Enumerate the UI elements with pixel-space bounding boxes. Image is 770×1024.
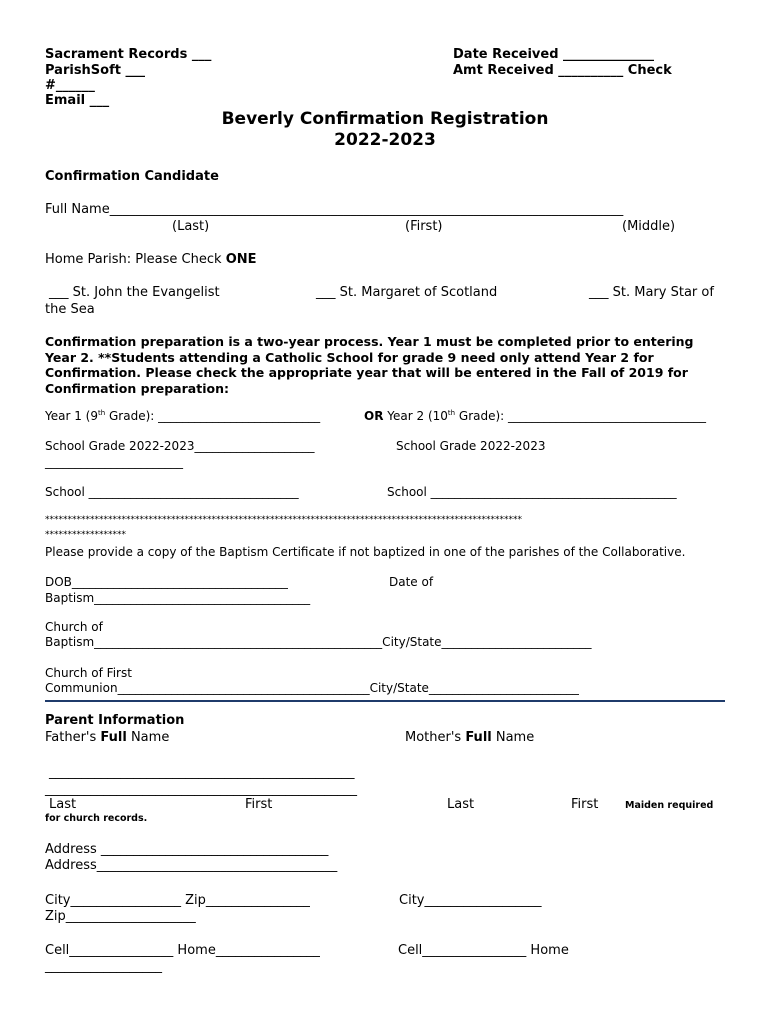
maiden-required-note: Maiden required [625, 800, 714, 811]
mother-name-line: ________________________________________________ [45, 782, 357, 797]
baptism-certificate-note: Please provide a copy of the Baptism Certificate if not baptized in one of the parishes of the Collaborative. [45, 545, 686, 559]
date-of-baptism-label: Date of [389, 575, 434, 589]
parishsoft-field: ParishSoft ___ [45, 63, 146, 78]
zip-field-2: Zip____________________ [45, 909, 196, 924]
section-divider [45, 700, 725, 702]
father-name-label: Father's Full Name [45, 730, 170, 745]
address-field-2: Address_____________________________________ [45, 858, 338, 873]
preparation-instructions: Confirmation preparation is a two-year process. Year 1 must be completed prior to entering Year 2. **Students attending a Catholic School for grade 9 need only attend Year 2 for Confirmation. Please check the appropriate year that will be entered in the Fall of 2019 for Confirmation preparation: [45, 334, 694, 396]
school-grade-field-1-cont: _______________________ [45, 455, 183, 469]
date-received-field: Date Received ______________ [453, 47, 655, 62]
parish-option-st-mary-cont: the Sea [45, 302, 95, 317]
amt-received-field: Amt Received __________ Check [453, 63, 672, 78]
number-field: #______ [45, 78, 95, 93]
parent-info-heading: Parent Information [45, 713, 185, 728]
city-field-2: City__________________ [399, 893, 542, 908]
baptism-date-field: Baptism____________________________________ [45, 591, 311, 605]
home-parish-label: Home Parish: Please Check ONE [45, 252, 257, 267]
city-zip-field-1: City_________________ Zip________________ [45, 893, 310, 908]
school-grade-field-2: School Grade 2022-2023 [396, 439, 546, 453]
page-title: Beverly Confirmation Registration [221, 109, 549, 129]
last-label: (Last) [172, 219, 210, 234]
separator-stars-cont: ****************** [45, 530, 126, 540]
parish-option-st-john: ___ St. John the Evangelist [49, 285, 220, 300]
church-first-communion-label: Church of First [45, 666, 132, 680]
home-phone-cont: __________________ [45, 959, 162, 974]
sacrament-records-field: Sacrament Records ___ [45, 47, 212, 62]
father-first-label: First [245, 797, 273, 812]
year1-field: Year 1 (9th Grade): ___________________________ [45, 409, 321, 423]
church-of-baptism-field: Baptism________________________________________________City/State_________________________ [45, 635, 592, 649]
mother-name-label: Mother's Full Name [405, 730, 535, 745]
page-subtitle-year: 2022-2023 [334, 130, 436, 150]
candidate-heading: Confirmation Candidate [45, 169, 219, 184]
father-last-label: Last [49, 797, 77, 812]
first-label: (First) [405, 219, 443, 234]
school-grade-field-1: School Grade 2022-2023____________________ [45, 439, 315, 453]
parish-option-st-mary: ___ St. Mary Star of [589, 285, 714, 300]
phone-field-2: Cell________________ Home [398, 943, 569, 958]
address-field-1: Address ___________________________________ [45, 842, 329, 857]
full-name-field: Full Name_______________________________________________________________________________ [45, 202, 624, 217]
first-communion-field: Communion__________________________________________City/State_________________________ [45, 681, 579, 695]
father-name-line: _______________________________________________ [49, 765, 355, 780]
church-records-note: for church records. [45, 813, 148, 824]
year2-field: OR Year 2 (10th Grade): _________________________________ [364, 409, 707, 423]
middle-label: (Middle) [622, 219, 676, 234]
parish-option-st-margaret: ___ St. Margaret of Scotland [316, 285, 498, 300]
church-of-baptism-label: Church of [45, 620, 103, 634]
email-field: Email ___ [45, 93, 110, 108]
school-field-1: School ___________________________________ [45, 485, 299, 499]
mother-first-label: First [571, 797, 599, 812]
phone-field-1: Cell________________ Home________________ [45, 943, 320, 958]
dob-field: DOB____________________________________ [45, 575, 288, 589]
separator-stars: ********************************************************************************************************** [45, 515, 522, 525]
school-field-2: School _________________________________________ [387, 485, 677, 499]
mother-last-label: Last [447, 797, 475, 812]
